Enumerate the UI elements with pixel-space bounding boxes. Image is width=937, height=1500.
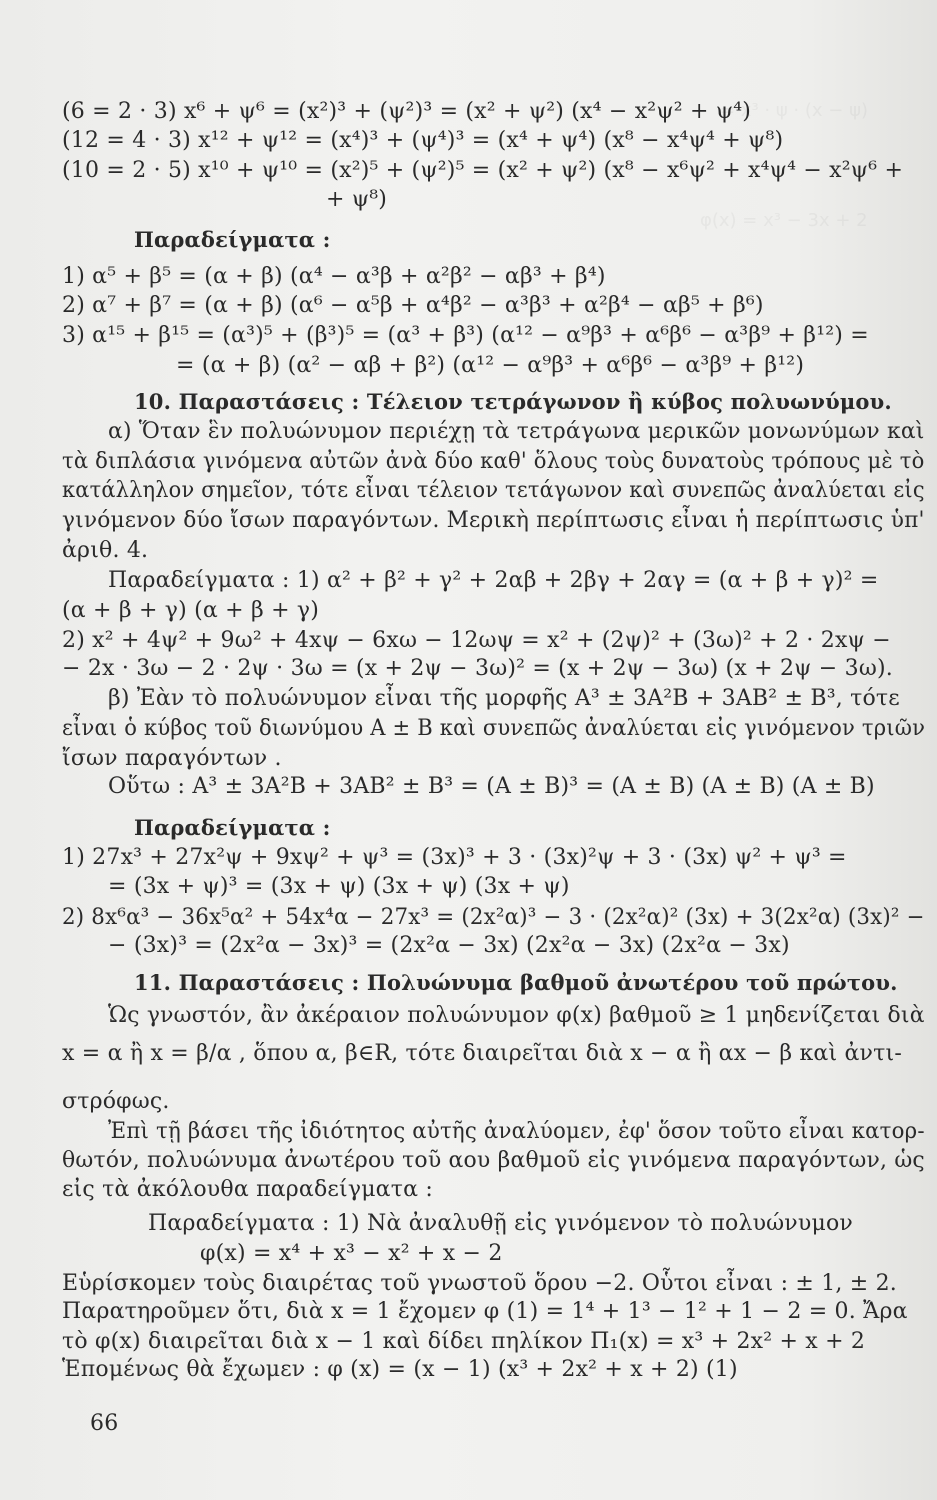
paragraph-line: β) Ἐὰν τὸ πολυώνυμον εἶναι τῆς μορφῆς A³ ± 3A²B + 3AB² ± B³, τότε: [108, 686, 900, 711]
equation-line: (12 = 4 · 3) x¹² + ψ¹² = (x⁴)³ + (ψ⁴)³ = (x⁴ + ψ⁴) (x⁸ − x⁴ψ⁴ + ψ⁸): [62, 128, 784, 153]
paragraph-line: ἀριθ. 4.: [62, 538, 149, 563]
equation-line: 1) α⁵ + β⁵ = (α + β) (α⁴ − α³β + α²β² − αβ³ + β⁴): [62, 264, 606, 289]
paragraph-line: εἶναι ὁ κύβος τοῦ διωνύμου A ± B καὶ συνεπῶς ἀναλύεται εἰς γινόμενον τριῶν: [62, 716, 926, 741]
equation-line: 2) x² + 4ψ² + 9ω² + 4xψ − 6xω − 12ωψ = x² + (2ψ)² + (3ω)² + 2 · 2xψ −: [62, 628, 891, 653]
paragraph-line: τὸ φ(x) διαιρεῖται διὰ x − 1 καὶ δίδει πηλίκον Π₁(x) = x³ + 2x² + x + 2: [62, 1329, 866, 1354]
equation-line: (α + β + γ) (α + β + γ): [62, 598, 320, 623]
section-heading-11: 11. Παραστάσεις : Πολυώνυμα βαθμοῦ ἀνωτέρου τοῦ πρώτου.: [134, 970, 898, 995]
paragraph-line: Ἑπομένως θὰ ἔχωμεν : φ (x) = (x − 1) (x³ + 2x² + x + 2) (1): [62, 1357, 738, 1382]
equation-line: (10 = 2 · 5) x¹⁰ + ψ¹⁰ = (x²)⁵ + (ψ²)⁵ = (x² + ψ²) (x⁸ − x⁶ψ² + x⁴ψ⁴ − x²ψ⁶ +: [62, 158, 904, 183]
equation-line: − 2x · 3ω − 2 · 2ψ · 3ω = (x + 2ψ − 3ω)² = (x + 2ψ − 3ω) (x + 2ψ − 3ω).: [62, 656, 893, 681]
paragraph-line: ἴσων παραγόντων .: [62, 746, 282, 771]
paragraph-line: α) Ὅταν ἓν πολυώνυμον περιέχῃ τὰ τετράγωνα μερικῶν μονωνύμων καὶ: [108, 419, 925, 444]
paragraph-line: εἰς τὰ ἀκόλουθα παραδείγματα :: [62, 1177, 433, 1202]
equation-line: 1) 27x³ + 27x²ψ + 9xψ² + ψ³ = (3x)³ + 3 · (3x)²ψ + 3 · (3x) ψ² + ψ³ =: [62, 845, 847, 870]
example-line: Παραδείγματα : 1) Νὰ ἀναλυθῇ εἰς γινόμενον τὸ πολυώνυμον: [148, 1211, 853, 1236]
examples-heading: Παραδείγματα :: [134, 815, 331, 840]
equation-line: 2) 8x⁶α³ − 36x⁵α² + 54x⁴α − 27x³ = (2x²α)³ − 3 · (2x²α)² (3x) + 3(2x²α) (3x)² −: [62, 905, 925, 930]
equation-line: − (3x)³ = (2x²α − 3x)³ = (2x²α − 3x) (2x²α − 3x) (2x²α − 3x): [108, 933, 790, 958]
paragraph-line: τὰ διπλάσια γινόμενα αὐτῶν ἀνὰ δύο καθ' ὅλους τοὺς δυνατοὺς τρόπους μὲ τὸ: [62, 449, 925, 474]
examples-heading: Παραδείγματα :: [134, 227, 331, 252]
equation-line: = (α + β) (α² − αβ + β²) (α¹² − α⁹β³ + α⁶β⁶ − α³β⁹ + β¹²): [176, 353, 805, 378]
paragraph-line: Εὑρίσκομεν τοὺς διαιρέτας τοῦ γνωστοῦ ὅρου −2. Οὗτοι εἶναι : ± 1, ± 2.: [62, 1271, 898, 1296]
paragraph-line: x = α ἢ x = β/α , ὅπου α, β∈R, τότε διαιρεῖται διὰ x − α ἢ αx − β καὶ ἀντι-: [62, 1041, 902, 1066]
page-number: 66: [90, 1411, 119, 1436]
paragraph-line: στρόφως.: [62, 1089, 170, 1114]
equation-line: + ψ⁸): [326, 187, 388, 212]
equation-line: φ(x) = x⁴ + x³ − x² + x − 2: [200, 1241, 503, 1266]
equation-line: = (3x + ψ)³ = (3x + ψ) (3x + ψ) (3x + ψ): [108, 874, 570, 899]
paragraph-line: Παρατηροῦμεν ὅτι, διὰ x = 1 ἔχομεν φ (1) = 1⁴ + 1³ − 1² + 1 − 2 = 0. Ἄρα: [62, 1299, 908, 1324]
equation-line: 3) α¹⁵ + β¹⁵ = (α³)⁵ + (β³)⁵ = (α³ + β³) (α¹² − α⁹β³ + α⁶β⁶ − α³β⁹ + β¹²) =: [62, 323, 869, 348]
paragraph-line: Ἐπὶ τῇ βάσει τῆς ἰδιότητος αὐτῆς ἀναλύομεν, ἐφ' ὅσον τοῦτο εἶναι κατορ-: [108, 1119, 925, 1144]
section-heading-10: 10. Παραστάσεις : Τέλειον τετράγωνον ἢ κύβος πολυωνύμου.: [134, 389, 892, 414]
paragraph-line: γινόμενον δύο ἴσων παραγόντων. Μερικὴ περίπτωσις εἶναι ἡ περίπτωσις ὑπ': [62, 508, 925, 533]
bleed-through-text: φ(x) = x³ − 3x + 2: [700, 210, 868, 231]
equation-line: 2) α⁷ + β⁷ = (α + β) (α⁶ − α⁵β + α⁴β² − α³β³ + α²β⁴ − αβ⁵ + β⁶): [62, 293, 764, 318]
paragraph-line: θωτόν, πολυώνυμα ἀνωτέρου τοῦ αου βαθμοῦ εἰς γινόμενα παραγόντων, ὡς: [62, 1148, 925, 1173]
equation-line: Οὕτω : A³ ± 3A²B + 3AB² ± B³ = (A ± B)³ = (A ± B) (A ± B) (A ± B): [108, 774, 875, 799]
paragraph-line: κατάλληλον σημεῖον, τότε εἶναι τέλειον τετάγωνον καὶ συνεπῶς ἀναλύεται εἰς: [62, 478, 925, 503]
paragraph-line: Ὡς γνωστόν, ἂν ἀκέραιον πολυώνυμον φ(x) βαθμοῦ ≥ 1 μηδενίζεται διὰ: [108, 1003, 925, 1028]
equation-line: (6 = 2 · 3) x⁶ + ψ⁶ = (x²)³ + (ψ²)³ = (x² + ψ²) (x⁴ − x²ψ² + ψ⁴): [62, 99, 752, 124]
bleed-through-text: = x³ · ψ · (x − ψ): [720, 100, 868, 121]
example-line: Παραδείγματα : 1) α² + β² + γ² + 2αβ + 2βγ + 2αγ = (α + β + γ)² =: [108, 568, 879, 593]
